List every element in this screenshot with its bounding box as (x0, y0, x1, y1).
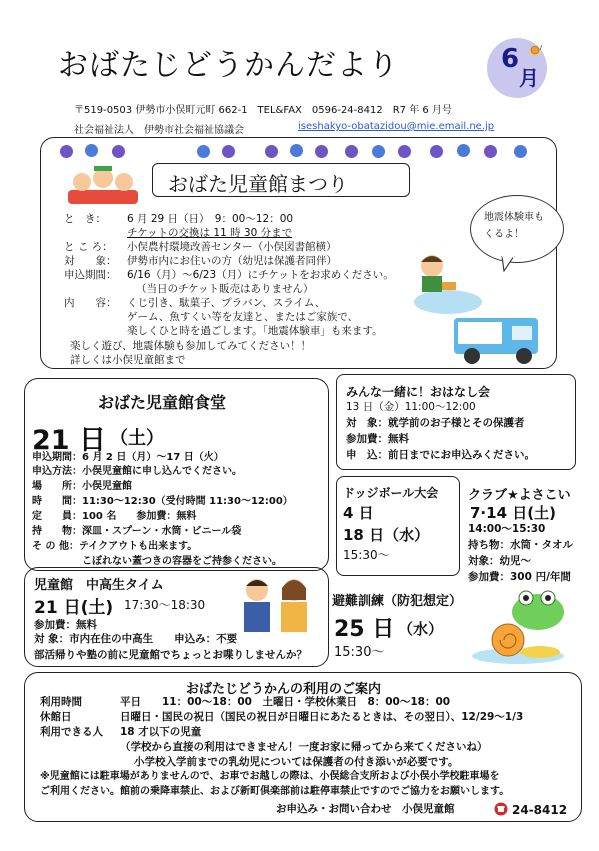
guide-hours-label: 利用時間 (40, 696, 82, 708)
umbrella-icon (514, 145, 527, 158)
guide-closed-label: 休館日 (40, 711, 72, 723)
umbrella-icon (290, 144, 303, 157)
cafeteria-day: （土） (110, 428, 164, 449)
yosakoi-title: クラブ★よさこい (468, 488, 571, 503)
storytime-date: 13 日（金）11:00～12:00 (346, 401, 476, 413)
yosakoi-fee: 参加費：300 円/年間 (468, 571, 571, 583)
storytime-fee: 参加費：無料 (346, 433, 409, 445)
students-illustration (232, 574, 322, 634)
hydrangea-icon (112, 145, 125, 158)
festival-place: 小俣農村環境改善センター（小俣図書館横） (127, 241, 337, 253)
dodgeball-date-2: 18 日（水） (343, 526, 430, 544)
guide-parking-1: ※児童館には駐車場がありませんので、お車でお越しの際は、小俣総合支所および小俣小学校駐車場を (40, 771, 500, 782)
storytime-target: 対 象：就学前のお子様とその保護者 (346, 417, 525, 429)
guide-closed: 日曜日・国民の祝日（国民の祝日が日曜日にあたるときは、その翌日）、12/29～1/3 (120, 711, 524, 723)
hydrangea-icon (315, 145, 328, 158)
teen-time: 17:30～18:30 (124, 598, 206, 612)
festival-closing-1: 楽しく遊び、地震体験も参加してみてください！！ (70, 340, 312, 352)
yosakoi-items: 持ち物：水筒・タオル (468, 539, 573, 551)
snail-icon (528, 44, 544, 56)
teen-date: 21 日(土) (34, 598, 114, 618)
guide-phone: 24-8412 (512, 803, 568, 817)
umbrella-icon (372, 145, 385, 158)
festival-content-label: 内 容： (64, 297, 117, 309)
organization: 社会福祉法人 伊勢市社会福祉協議会 (74, 125, 244, 136)
cafeteria-title: おばた児童館食堂 (98, 393, 227, 412)
teen-note: 部活帰りや塾の前に児童館でちょっとお喋りしませんか？ (34, 649, 307, 661)
festival-content-3: 楽しくひと時を過ごします。「地震体験車」も来ます。 (127, 325, 383, 337)
festival-place-label: と こ ろ： (64, 241, 113, 253)
festival-closing-2: 詳しくは小俣児童館まで (70, 354, 186, 366)
hydrangea-icon (222, 145, 235, 158)
cafeteria-detail-row: 申込期間：6 月 2 日（月）～17 日（火） (32, 452, 224, 463)
cafeteria-detail-row: 定 員：100 名 参加費：無料 (32, 511, 197, 522)
festival-ticket-note: チケットの交換は 11 時 30 分まで (127, 227, 293, 239)
dodgeball-title: ドッジボール大会 (343, 486, 439, 500)
festival-date: 6 月 29 日（日） 9：00～12：00 (127, 213, 294, 225)
umbrella-icon (85, 144, 98, 157)
hydrangea-icon (484, 145, 497, 158)
cafeteria-date: 21 日 (32, 425, 106, 456)
bubble-text-1: 地震体験車も (484, 212, 544, 223)
cafeteria-detail-row: そ の 他：テイクアウトも出来ます。 (32, 541, 198, 552)
umbrella-icon (197, 145, 210, 158)
yosakoi-time: 14:00～15:30 (468, 523, 546, 535)
guide-note-1: （学校から直接の利用はできません！一度お家に帰ってから来てくださいね） (120, 741, 488, 753)
evacuation-time: 15:30～ (334, 645, 385, 660)
month-kanji: 月 (519, 66, 539, 90)
teen-fee: 参加費：無料 (34, 619, 97, 631)
umbrella-icon (457, 144, 470, 157)
newsletter-title: おばたじどうかんだより (58, 48, 399, 83)
cafeteria-detail-row: こぼれない蓋つきの容器をご持参ください。 (32, 556, 282, 567)
guide-who-label: 利用できる人 (40, 726, 103, 738)
teen-title: 児童館 中高生タイム (34, 578, 164, 593)
guide-title: おばたじどうかんの利用のご案内 (186, 682, 382, 697)
festival-apply-note: （当日のチケット販売はありません） (136, 283, 314, 295)
festival-illustration (66, 160, 140, 206)
evacuation-date: 25 日 (334, 617, 395, 642)
hydrangea-icon (265, 145, 278, 158)
phone-icon (494, 802, 508, 816)
dodgeball-time: 15:30～ (343, 548, 390, 562)
festival-content-2: ゲーム、魚すくい等を友達と、またはご家族で、 (127, 311, 359, 323)
festival-content-1: くじ引き、駄菓子、プラバン、スライム、 (127, 297, 326, 309)
yosakoi-dates: 7·14 日(土) (470, 504, 556, 522)
evacuation-title: 避難訓練（防犯想定） (332, 594, 463, 609)
dodgeball-date-1: 4 日 (343, 504, 374, 522)
festival-apply: 6/16（月）～6/23（月）にチケットをお求めください。 (127, 269, 394, 281)
frog-snail-illustration (468, 584, 578, 668)
guide-who: 18 才以下の児童 (120, 726, 202, 738)
guide-contact: お申込み・お問い合わせ 小俣児童館 (276, 803, 455, 815)
storytime-apply: 申 込：前日までにお申込みください。 (346, 449, 535, 461)
bubble-text-2: くるよ！ (484, 229, 524, 240)
earthquake-truck-illustration (408, 252, 558, 368)
hydrangea-icon (345, 145, 358, 158)
hydrangea-icon (60, 145, 73, 158)
month-number: 6 (501, 44, 520, 74)
email-link[interactable]: iseshakyo-obatazidou@mie.email.ne.jp (298, 121, 495, 132)
festival-target: 伊勢市内にお住いの方（幼児は保護者同伴） (127, 255, 337, 267)
yosakoi-target: 対象：幼児～ (468, 555, 531, 567)
festival-target-label: 対 象： (64, 255, 117, 267)
cafeteria-detail-row: 申込方法：小俣児童館に申し込んでください。 (32, 466, 242, 477)
storytime-title: みんな一緒に！おはなし会 (346, 385, 491, 399)
festival-title: おばた児童館まつり (168, 172, 348, 196)
guide-hours: 平日 11：00～18：00 土曜日・学校休業日 8：00～18：00 (120, 696, 451, 708)
evacuation-day: （水） (398, 620, 444, 638)
guide-parking-2: ご利用ください。館前の乗降車禁止、および新町倶楽部前は駐停車禁止ですのでご協力をお願いします。 (40, 786, 510, 797)
cafeteria-detail-row: 時 間：11:30～12:30（受付時間 11:30～12:00） (32, 496, 293, 507)
cafeteria-detail-row: 場 所：小俣児童館 (32, 481, 132, 492)
hydrangea-icon (430, 145, 443, 158)
festival-apply-label: 申込期間： (64, 269, 117, 281)
festival-date-label: と き： (64, 213, 106, 225)
hydrangea-icon (398, 145, 411, 158)
teen-target: 対 象：市内在住の中高生 申込み：不要 (34, 633, 238, 645)
address-line: 〒519-0503 伊勢市小俣町元町 662-1 TEL&FAX 0596-24-8412 R7 年 6 月号 (74, 105, 452, 116)
cafeteria-detail-row: 持 物：深皿・スプーン・水筒・ビニール袋 (32, 526, 242, 537)
guide-note-2: 小学校入学前までの乳幼児については保護者の付き添いが必要です。 (134, 756, 459, 768)
